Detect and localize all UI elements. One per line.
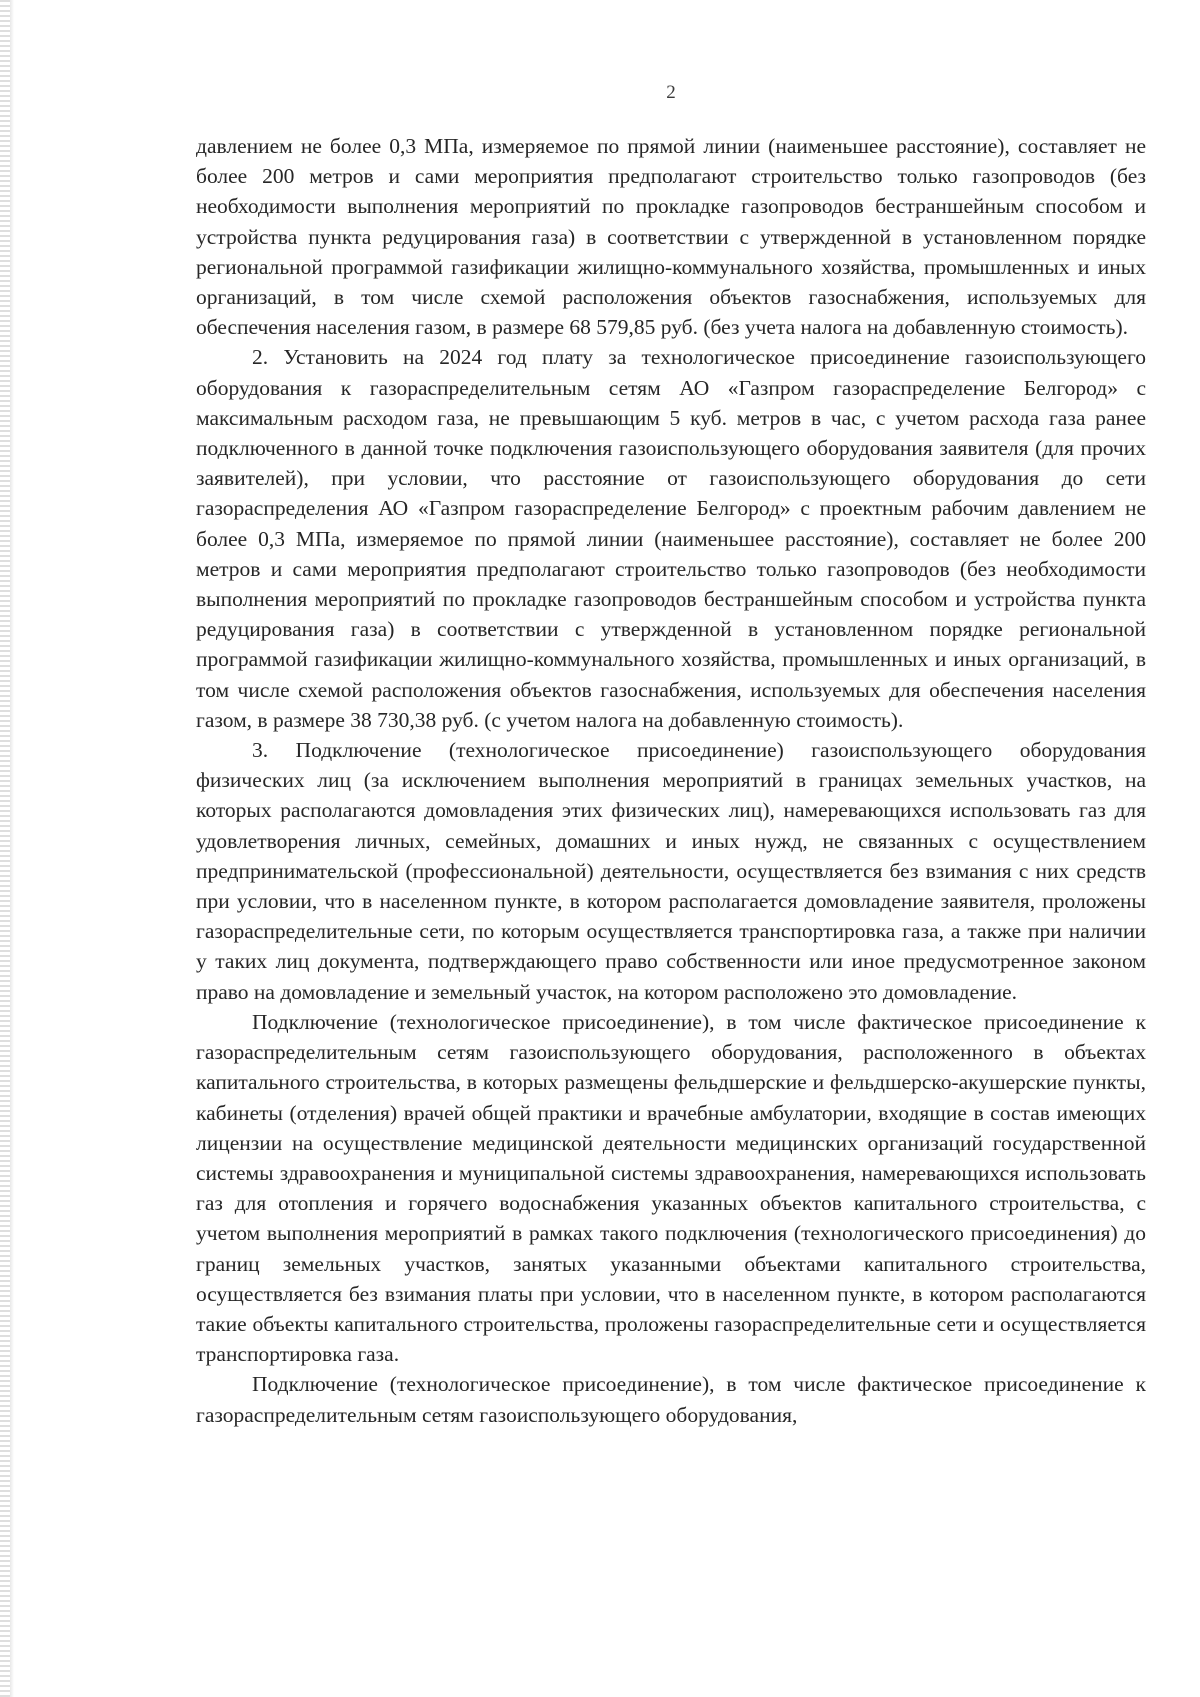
paragraph-connection-continued: Подключение (технологическое присоединение), в том числе фактическое присоединение к газораспределительным сетям газоиспользующего оборудования, bbox=[196, 1372, 1146, 1427]
scan-edge-shadow bbox=[0, 0, 10, 1697]
paragraph-item-2: 2. Установить на 2024 год плату за технологическое присоединение газоиспользующего оборудования к газораспределительным сетям АО «Газпром газораспределение Белгород» с максимальным расходом газа, не превышающим 5 куб. метров в час, с учетом расхода газа ранее подключенного в данной точке подключения газоиспользующего оборудования заявителя (для прочих заявителей), при условии, что расстояние от газоиспользующего оборудования до сети газораспределения АО «Газпром газораспределение Белгород» с проектным рабочим давлением не более 0,3 МПа, измеряемое по прямой линии (наименьшее расстояние), составляет не более 200 метров и сами мероприятия предполагают строительство только газопроводов (без необходимости выполнения мероприятий по прокладке газопроводов бестраншейным способом и устройства пункта редуцирования газа) в соответствии с утвержденной в установленном порядке региональной программой газификации жилищно-коммунального хозяйства, промышленных и иных организаций, в том числе схемой расположения объектов газоснабжения, используемых для обеспечения населения газом, в размере 38 730,38 руб. (с учетом налога на добавленную стоимость). bbox=[196, 345, 1146, 732]
paragraph-item-3: 3. Подключение (технологическое присоединение) газоиспользующего оборудования физических лиц (за исключением выполнения мероприятий в границах земельных участков, на которых располагаются домовладения этих физических лиц), намеревающихся использовать газ для удовлетворения личных, семейных, домашних и иных нужд, не связанных с осуществлением предпринимательской (профессиональной) деятельности, осуществляется без взимания с них средств при условии, что в населенном пункте, в котором располагается домовладение заявителя, проложены газораспределительные сети, по которым осуществляется транспортировка газа, а также при наличии у таких лиц документа, подтверждающего право собственности или иное предусмотренное законом право на домовладение и земельный участок, на котором расположено это домовладение. bbox=[196, 738, 1146, 1004]
paragraph-continuation: давлением не более 0,3 МПа, измеряемое по прямой линии (наименьшее расстояние), составляет не более 200 метров и сами мероприятия предполагают строительство только газопроводов (без необходимости выполнения мероприятий по прокладке газопроводов бестраншейным способом и устройства пункта редуцирования газа) в соответствии с утвержденной в установленном порядке региональной программой газификации жилищно-коммунального хозяйства, промышленных и иных организаций, в том числе схемой расположения объектов газоснабжения, используемых для обеспечения населения газом, в размере 68 579,85 руб. (без учета налога на добавленную стоимость). bbox=[196, 134, 1146, 340]
page-number: 2 bbox=[666, 82, 676, 103]
document-body bbox=[196, 131, 1146, 1430]
paragraph-medical-facilities: Подключение (технологическое присоединение), в том числе фактическое присоединение к газораспределительным сетям газоиспользующего оборудования, расположенного в объектах капитального строительства, в которых размещены фельдшерские и фельдшерско-акушерские пункты, кабинеты (отделения) врачей общей практики и врачебные амбулатории, входящие в состав имеющих лицензии на осуществление медицинской деятельности медицинских организаций государственной системы здравоохранения и муниципальной системы здравоохранения, намеревающихся использовать газ для отопления и горячего водоснабжения указанных объектов капитального строительства, с учетом выполнения мероприятий в рамках такого подключения (технологического присоединения) до границ земельных участков, занятых указанными объектами капитального строительства, осуществляется без взимания платы при условии, что в населенном пункте, в котором располагаются такие объекты капитального строительства, проложены газораспределительные сети и осуществляется транспортировка газа. bbox=[196, 1009, 1146, 1367]
scan-edge-gradient bbox=[10, 0, 14, 1697]
